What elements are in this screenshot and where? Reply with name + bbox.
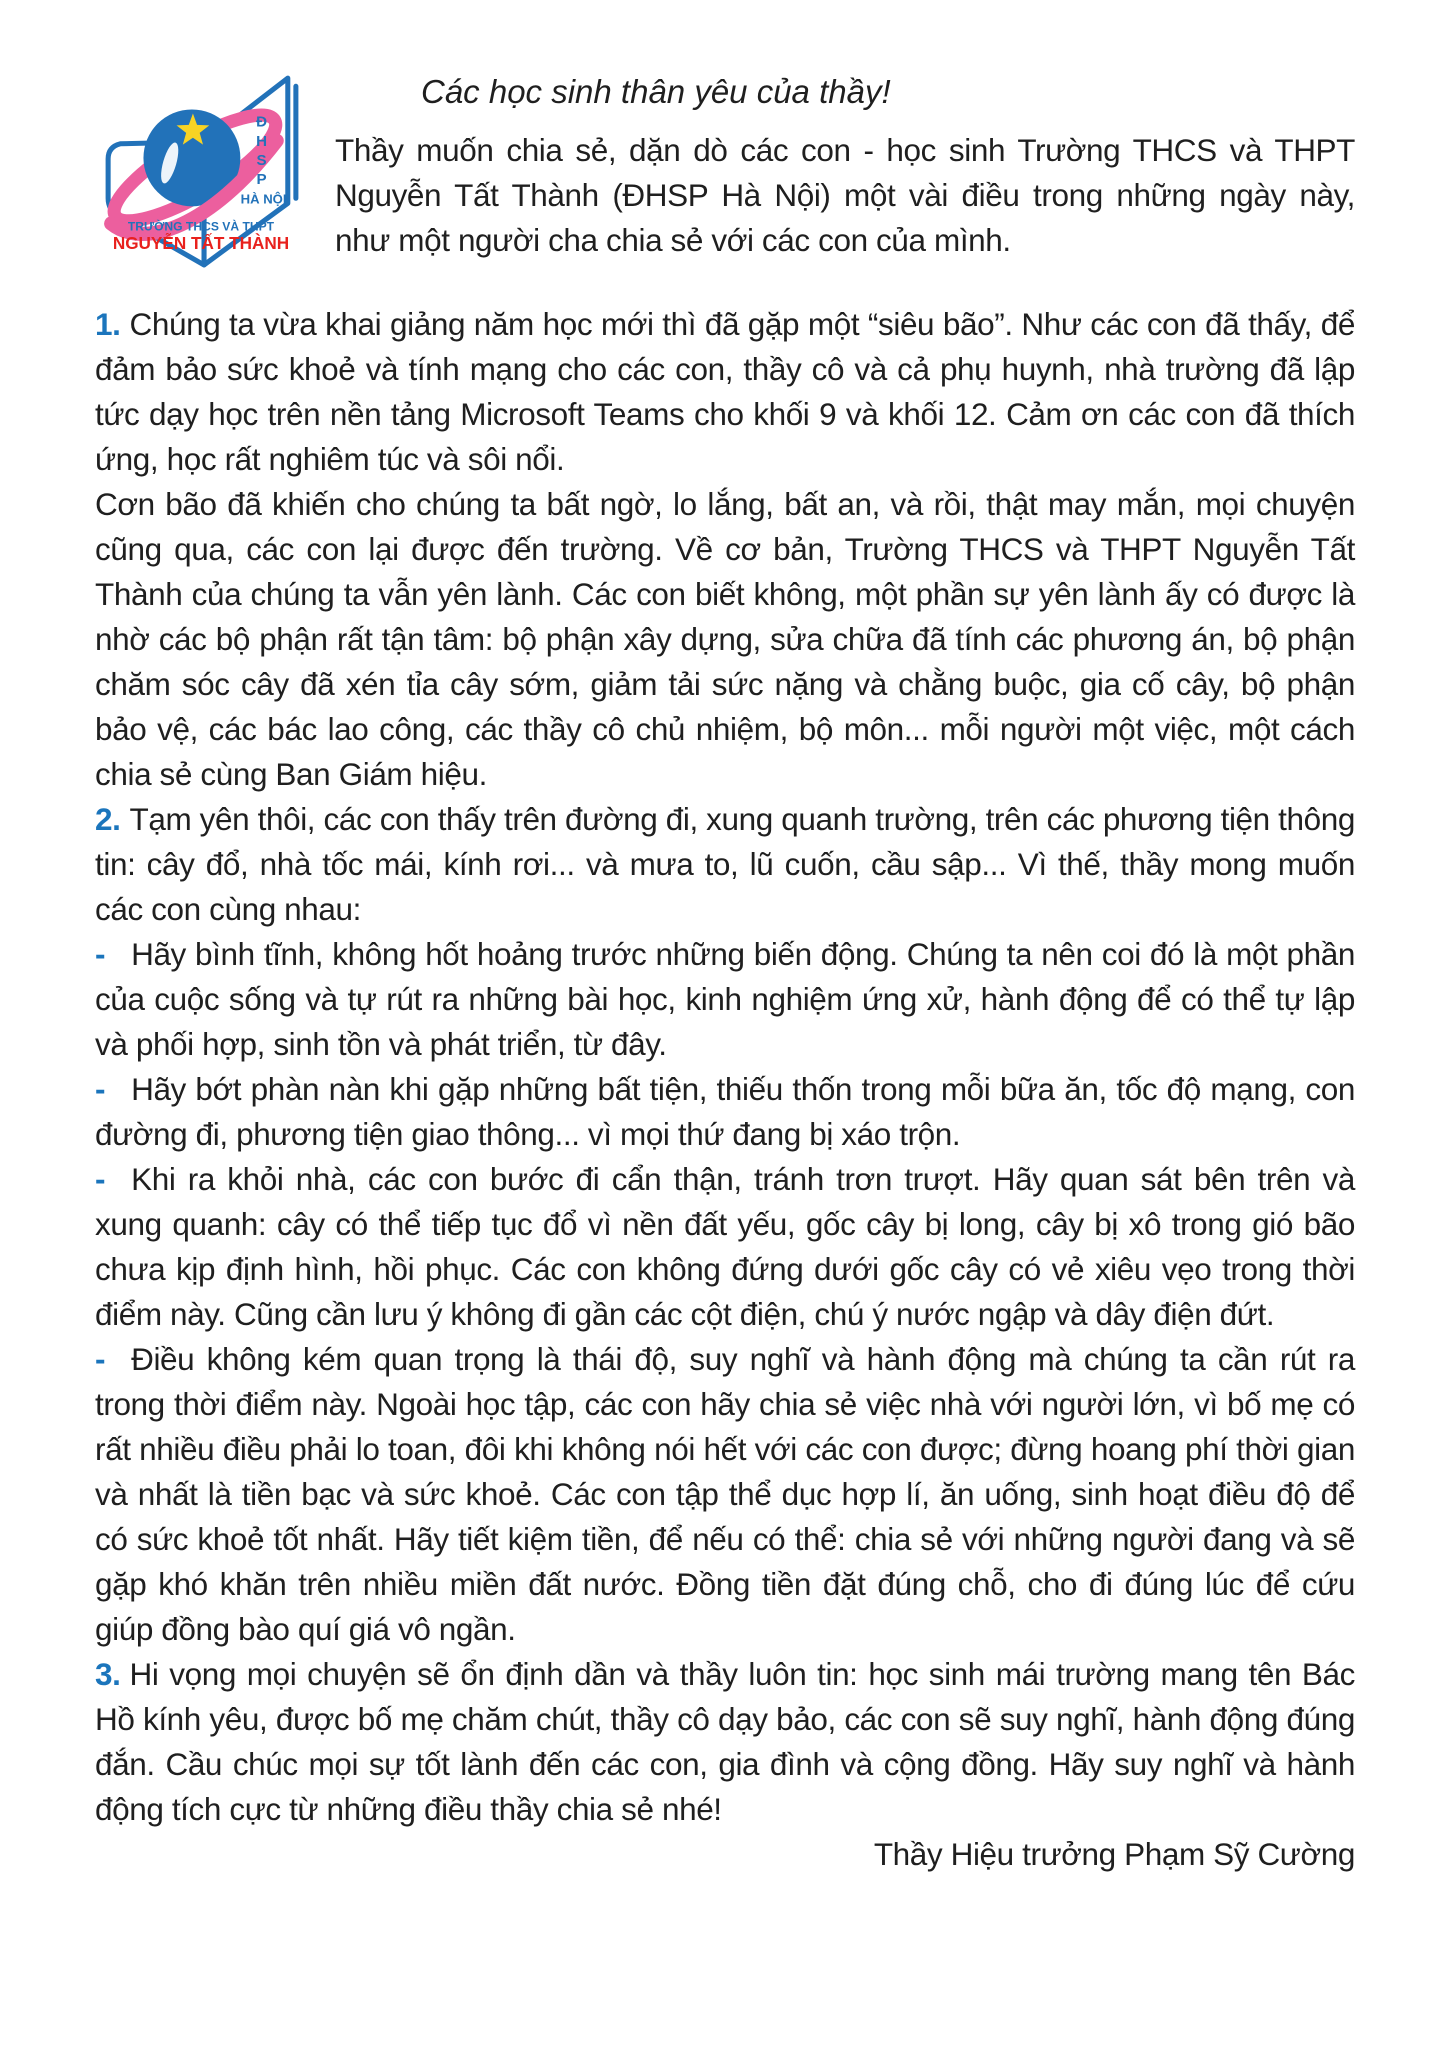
- letter-header: [95, 60, 1355, 276]
- paragraph-text: Hi vọng mọi chuyện sẽ ổn định dần và thầy luôn tin: học sinh mái trường mang tên Bác Hồ kính yêu, được bố mẹ chăm chút, thầy cô dạy bảo, các con sẽ suy nghĩ, hành động đúng đắn. Cầu chúc mọi sự tốt lành đến các con, gia đình và cộng đồng. Hãy suy nghĩ và hành động tích cực từ những điều thầy chia sẻ nhé!: [95, 1656, 1355, 1827]
- paragraph-text: Cơn bão đã khiến cho chúng ta bất ngờ, lo lắng, bất an, và rồi, thật may mắn, mọi chuyện cũng qua, các con lại được đến trường. Về cơ bản, Trường THCS và THPT Nguyễn Tất Thành của chúng ta vẫn yên lành. Các con biết không, một phần sự yên lành ấy có được là nhờ các bộ phận rất tận tâm: bộ phận xây dựng, sửa chữa đã tính các phương án, bộ phận chăm sóc cây đã xén tỉa cây sớm, giảm tải sức nặng và chằng buộc, gia cố cây, bộ phận bảo vệ, các bác lao công, các thầy cô chủ nhiệm, bộ môn... mỗi người một việc, một cách chia sẻ cùng Ban Giám hiệu.: [95, 486, 1355, 792]
- paragraph-marker: 2.: [95, 801, 121, 837]
- school-logo-icon: [95, 64, 309, 271]
- logo-school-name-label: NGUYỄN TẤT THÀNH: [112, 232, 290, 253]
- letter-paragraph: [95, 1337, 1355, 1652]
- intro-paragraph: Thầy muốn chia sẻ, dặn dò các con - học sinh Trường THCS và THPT Nguyễn Tất Thành (ĐHSP Hà Nội) một vài điều trong những ngày này, như một người cha chia sẻ với các con của mình.: [335, 132, 1355, 258]
- signature-line: Thầy Hiệu trưởng Phạm Sỹ Cường: [873, 1836, 1355, 1872]
- paragraph-text: Tạm yên thôi, các con thấy trên đường đi, xung quanh trường, trên các phương tiện thông tin: cây đổ, nhà tốc mái, kính rơi... và mưa to, lũ cuốn, cầu sập... Vì thế, thầy mong muốn các con cùng nhau:: [95, 801, 1355, 927]
- letter-body: [95, 302, 1355, 1832]
- letter-paragraph: [95, 932, 1355, 1067]
- school-logo: [95, 64, 309, 276]
- logo-letter-d: Đ: [256, 113, 268, 131]
- letter-paragraph: [95, 482, 1355, 797]
- paragraph-marker: 1.: [95, 306, 121, 342]
- letter-paragraph: [95, 1652, 1355, 1832]
- paragraph-marker: -: [95, 936, 106, 972]
- paragraph-text: Điều không kém quan trọng là thái độ, suy nghĩ và hành động mà chúng ta cần rút ra trong thời điểm này. Ngoài học tập, các con hãy chia sẻ việc nhà với người lớn, vì bố mẹ có rất nhiều điều phải lo toan, đôi khi không nói hết với các con được; đừng hoang phí thời gian và nhất là tiền bạc và sức khoẻ. Các con tập thể dục hợp lí, ăn uống, sinh hoạt điều độ để có sức khoẻ tốt nhất. Hãy tiết kiệm tiền, để nếu có thể: chia sẻ với những người đang và sẽ gặp khó khăn trên nhiều miền đất nước. Đồng tiền đặt đúng chỗ, cho đi đúng lúc để cứu giúp đồng bào quí giá vô ngần.: [95, 1341, 1355, 1647]
- header-text-block: [309, 60, 1355, 263]
- letter-paragraph: [95, 797, 1355, 932]
- paragraph-marker: 3.: [95, 1656, 121, 1692]
- paragraph-text: Hãy bình tĩnh, không hốt hoảng trước những biến động. Chúng ta nên coi đó là một phần của cuộc sống và tự rút ra những bài học, kinh nghiệm ứng xử, hành động để có thể tự lập và phối hợp, sinh tồn và phát triển, từ đây.: [95, 936, 1355, 1062]
- paragraph-text: Chúng ta vừa khai giảng năm học mới thì đã gặp một “siêu bão”. Như các con đã thấy, để đảm bảo sức khoẻ và tính mạng cho các con, thầy cô và cả phụ huynh, nhà trường đã lập tức dạy học trên nền tảng Microsoft Teams cho khối 9 và khối 12. Cảm ơn các con đã thích ứng, học rất nghiêm túc và sôi nổi.: [95, 306, 1355, 477]
- paragraph-text: Hãy bớt phàn nàn khi gặp những bất tiện, thiếu thốn trong mỗi bữa ăn, tốc độ mạng, con đường đi, phương tiện giao thông... vì mọi thứ đang bị xáo trộn.: [95, 1071, 1355, 1152]
- letter-paragraph: [95, 1157, 1355, 1337]
- letter-paragraph: [95, 1067, 1355, 1157]
- letter-paragraph: [95, 302, 1355, 482]
- logo-letter-s: S: [256, 151, 267, 169]
- salutation: Các học sinh thân yêu của thầy!: [421, 73, 891, 110]
- logo-letter-p: P: [256, 171, 267, 189]
- paragraph-marker: -: [95, 1161, 106, 1197]
- logo-city-label: HÀ NỘI: [240, 191, 287, 207]
- paragraph-text: Khi ra khỏi nhà, các con bước đi cẩn thận, tránh trơn trượt. Hãy quan sát bên trên và xung quanh: cây có thể tiếp tục đổ vì nền đất yếu, gốc cây bị long, cây bị xô trong gió bão chưa kịp định hình, hồi phục. Các con không đứng dưới gốc cây có vẻ xiêu vẹo trong thời điểm này. Cũng cần lưu ý không đi gần các cột điện, chú ý nước ngập và dây điện đứt.: [95, 1161, 1355, 1332]
- paragraph-marker: -: [95, 1071, 106, 1107]
- logo-school-type-label: TRƯỜNG THCS VÀ THPT: [127, 219, 275, 234]
- paragraph-marker: -: [95, 1341, 106, 1377]
- logo-letter-h: H: [256, 132, 268, 150]
